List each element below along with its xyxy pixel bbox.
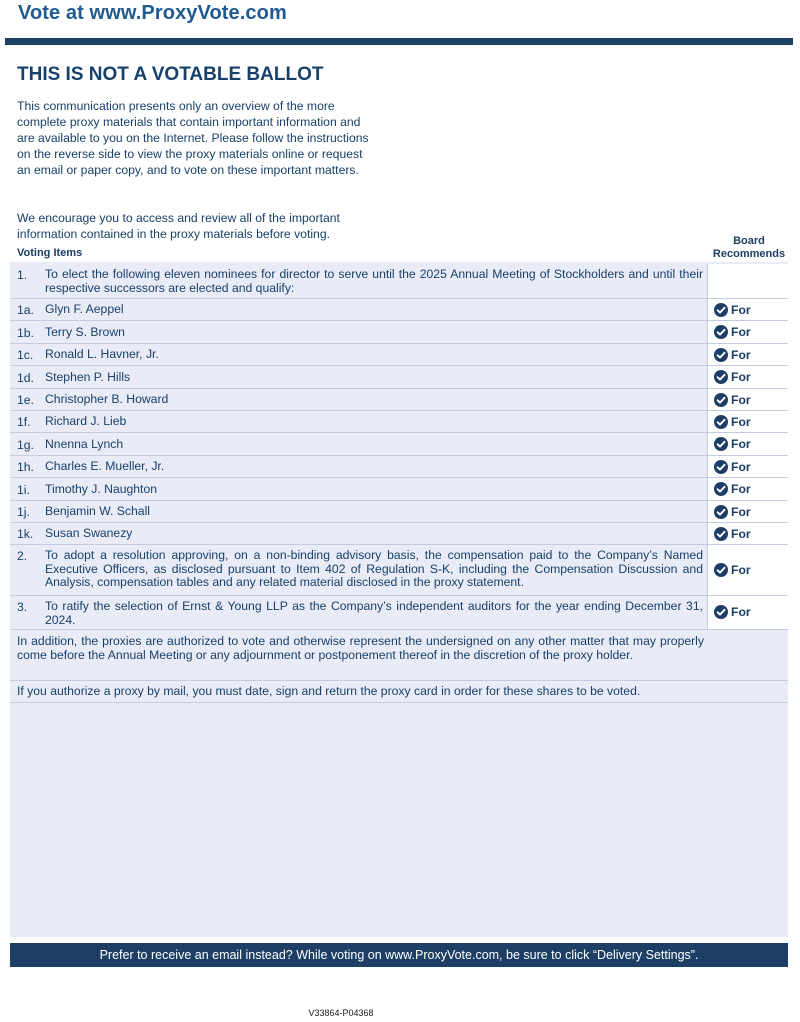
recommendation-label: For <box>731 605 751 619</box>
proxy-authority-note <box>10 630 788 681</box>
intro-paragraph-1: This communication presents only an overview of the more complete proxy materials that contain important information and are available to you on the Internet. Please follow the instructions on the reverse side to view the proxy materials online or request an email or paper copy, and to vote on these important matters. <box>17 99 369 177</box>
board-recommendation-cell <box>707 545 788 595</box>
ballot-notice-heading: THIS IS NOT A VOTABLE BALLOT <box>17 64 324 85</box>
voting-item-text: To ratify the selection of Ernst & Young LLP as the Company’s independent auditors for the year ending December 31, 2024. <box>45 599 703 627</box>
recommendation-label: For <box>731 370 751 384</box>
voting-item-text: Charles E. Mueller, Jr. <box>45 459 165 473</box>
board-recommendation-cell <box>707 366 788 388</box>
recommendation-label: For <box>731 527 751 541</box>
voting-item-number: 1f. <box>17 415 31 429</box>
voting-item-text: Terry S. Brown <box>45 325 125 339</box>
check-circle-icon <box>714 482 728 496</box>
proxy-authority-note-text: In addition, the proxies are authorized to vote and otherwise represent the undersigned on any other matter that may properly come before the Annual Meeting or any adjournment or postponement thereof in the discretion of the proxy holder. <box>17 634 704 662</box>
board-recommendation-cell <box>707 501 788 522</box>
board-recommendation-cell <box>707 433 788 455</box>
recommendation-label: For <box>731 303 751 317</box>
voting-item-row <box>10 299 788 321</box>
check-circle-icon <box>714 527 728 541</box>
voting-item-number: 3. <box>17 600 28 614</box>
mail-instructions-note-text: If you authorize a proxy by mail, you must date, sign and return the proxy card in order for these shares to be voted. <box>17 684 641 698</box>
voting-item-row <box>10 478 788 501</box>
voting-item-row <box>10 321 788 344</box>
voting-item-row <box>10 264 788 299</box>
voting-item-row <box>10 545 788 596</box>
voting-item-row <box>10 411 788 433</box>
check-circle-icon <box>714 437 728 451</box>
mail-instructions-note <box>10 681 788 703</box>
check-circle-icon <box>714 415 728 429</box>
voting-item-number: 1k. <box>17 527 34 541</box>
board-recommendation-cell <box>707 596 788 629</box>
voting-item-number: 1. <box>17 268 28 282</box>
board-recommendation-cell <box>707 456 788 477</box>
check-circle-icon <box>714 605 728 619</box>
board-recommendation-cell <box>707 321 788 343</box>
recommendation-label: For <box>731 482 751 496</box>
recommendation-label: For <box>731 563 751 577</box>
voting-item-row <box>10 501 788 523</box>
voting-item-text: Glyn F. Aeppel <box>45 302 124 316</box>
board-recommendation-cell <box>707 523 788 544</box>
voting-item-row <box>10 596 788 630</box>
voting-item-number: 1h. <box>17 460 34 474</box>
page-title: Vote at www.ProxyVote.com <box>18 2 287 24</box>
recommendation-label: For <box>731 415 751 429</box>
voting-item-text: Ronald L. Havner, Jr. <box>45 347 159 361</box>
voting-item-number: 1b. <box>17 326 34 340</box>
board-recommendation-cell <box>707 264 788 298</box>
voting-item-row <box>10 456 788 478</box>
check-circle-icon <box>714 563 728 577</box>
board-recommendation-cell <box>707 478 788 500</box>
recommendation-label: For <box>731 505 751 519</box>
recommendation-label: For <box>731 393 751 407</box>
voting-item-text: Richard J. Lieb <box>45 414 127 428</box>
board-recommendation-cell <box>707 299 788 320</box>
recommendation-label: For <box>731 460 751 474</box>
check-circle-icon <box>714 370 728 384</box>
check-circle-icon <box>714 303 728 317</box>
voting-item-number: 1c. <box>17 348 34 362</box>
voting-item-number: 1d. <box>17 371 34 385</box>
voting-item-text: To adopt a resolution approving, on a non-binding advisory basis, the compensation paid to the Company’s Named Executive Officers, as disclosed pursuant to Item 402 of Regulation S-K, including the Compensation Discussion and Analysis, compensation tables and any related material disclosed in the proxy statement. <box>45 548 703 589</box>
voting-item-text: Benjamin W. Schall <box>45 504 150 518</box>
intro-paragraph-2: We encourage you to access and review all of the important information contained in the proxy materials before voting. <box>17 211 340 241</box>
voting-item-text: To elect the following eleven nominees for director to serve until the 2025 Annual Meeting of Stockholders and until their respective successors are elected and qualify: <box>45 267 703 295</box>
board-recommendation-cell <box>707 344 788 365</box>
check-circle-icon <box>714 325 728 339</box>
voting-item-number: 1e. <box>17 393 34 407</box>
voting-item-row <box>10 389 788 411</box>
voting-items-header: Voting Items <box>17 247 83 259</box>
check-circle-icon <box>714 460 728 474</box>
voting-item-number: 1i. <box>17 483 30 497</box>
check-circle-icon <box>714 505 728 519</box>
voting-item-number: 1a. <box>17 303 34 317</box>
voting-item-text: Timothy J. Naughton <box>45 482 157 496</box>
voting-item-row <box>10 433 788 456</box>
voting-item-text: Stephen P. Hills <box>45 370 131 384</box>
check-circle-icon <box>714 393 728 407</box>
voting-item-row <box>10 523 788 545</box>
recommendation-label: For <box>731 437 751 451</box>
recommendation-label: For <box>731 325 751 339</box>
voting-item-number: 2. <box>17 549 28 563</box>
header-divider <box>5 38 793 45</box>
board-recommendation-cell <box>707 411 788 432</box>
voting-item-number: 1g. <box>17 438 34 452</box>
voting-item-text: Christopher B. Howard <box>45 392 169 406</box>
board-recommendation-cell <box>707 389 788 410</box>
email-delivery-banner: Prefer to receive an email instead? While voting on www.ProxyVote.com, be sure to click “Delivery Settings”. <box>10 943 788 967</box>
voting-item-number: 1j. <box>17 505 30 519</box>
recommendation-label: For <box>731 348 751 362</box>
voting-item-row <box>10 344 788 366</box>
document-code: V33864-P04368 <box>308 1008 374 1018</box>
voting-item-text: Susan Swanezy <box>45 526 133 540</box>
check-circle-icon <box>714 348 728 362</box>
voting-item-row <box>10 366 788 389</box>
board-recommends-header: Board Recommends <box>712 235 786 260</box>
voting-item-text: Nnenna Lynch <box>45 437 124 451</box>
